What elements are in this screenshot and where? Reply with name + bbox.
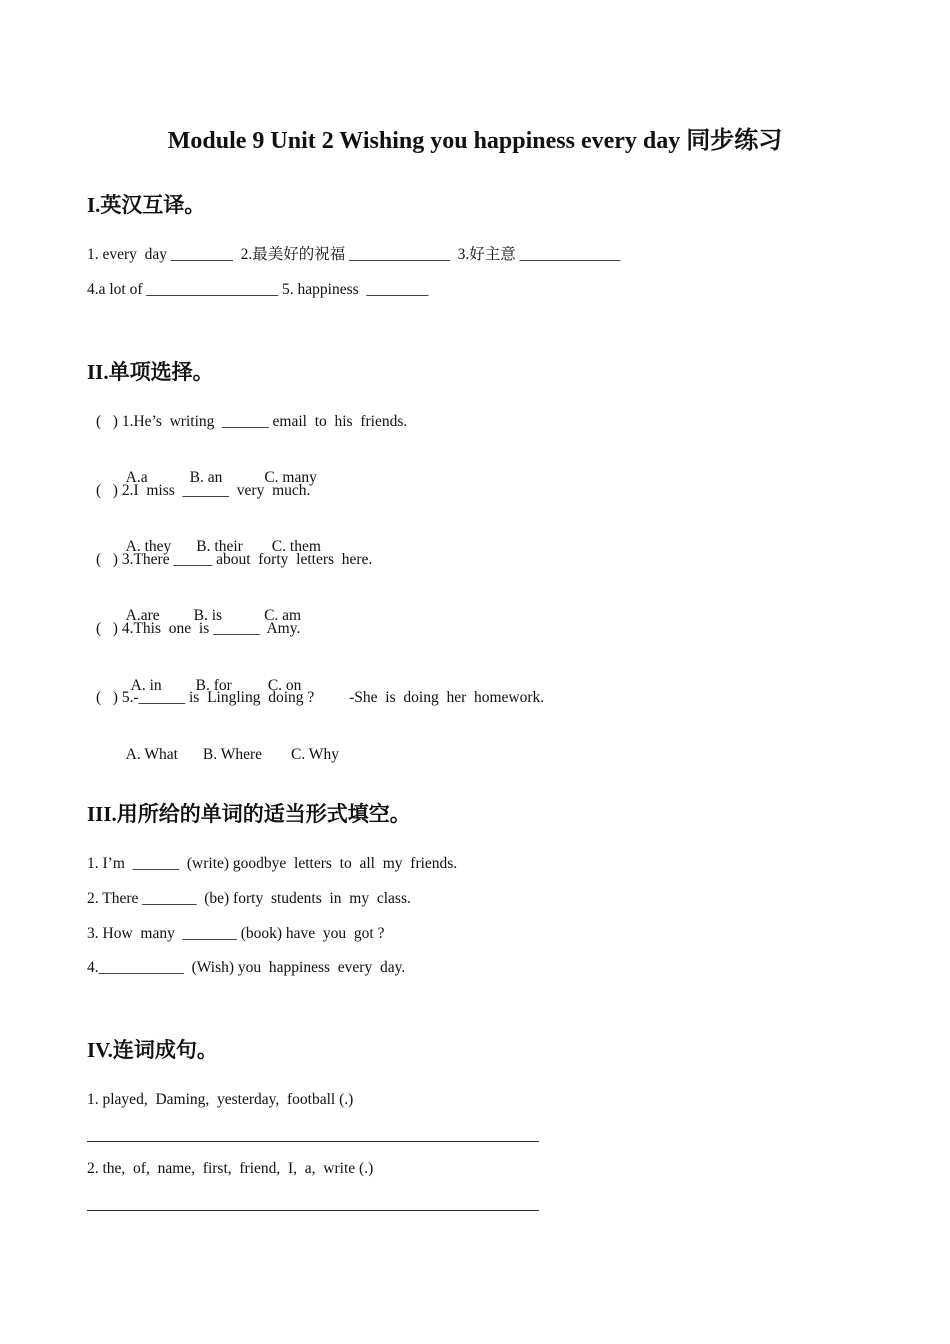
mc-question-3: ( ) 3.There _____ about forty letters here.	[96, 551, 373, 568]
option-a: A.a	[125, 469, 148, 486]
option-c: C. Why	[291, 746, 339, 763]
mc-question-5: ( ) 5.-______ is Lingling doing ? -She is doing her homework.	[96, 689, 545, 706]
option-c: C. am	[264, 607, 302, 624]
option-a: A. in	[130, 677, 162, 694]
mc-question-1: ( ) 1.He’s writing ______ email to his friends.	[96, 413, 408, 430]
section-heading-fill-in: III.用所给的单词的适当形式填空。	[87, 802, 411, 826]
translation-line-2: 4.a lot of _________________ 5. happiness ________	[87, 281, 429, 298]
fill-in-line-4: 4.___________ (Wish) you happiness every day.	[87, 959, 406, 976]
mc-question-4: ( ) 4.This one is ______ Amy.	[96, 620, 301, 637]
fill-in-line-1: 1. I’m ______ (write) goodbye letters to all my friends.	[87, 855, 458, 872]
sentence-prompt-1: 1. played, Daming, yesterday, football (.)	[87, 1091, 354, 1108]
section-heading-multiple-choice: II.单项选择。	[87, 360, 214, 384]
option-c: C. them	[271, 538, 321, 555]
fill-in-line-2: 2. There _______ (be) forty students in my class.	[87, 890, 411, 907]
fill-in-line-3: 3. How many _______ (book) have you got ?	[87, 925, 385, 942]
option-a: A.are	[125, 607, 160, 624]
option-a: A. they	[125, 538, 172, 555]
page-title: Module 9 Unit 2 Wishing you happiness every day 同步练习	[167, 128, 783, 154]
sentence-prompt-2: 2. the, of, name, first, friend, I, a, write (.)	[87, 1160, 374, 1177]
section-heading-sentence-building: IV.连词成句。	[87, 1038, 218, 1062]
section-heading-translation: I.英汉互译。	[87, 193, 206, 217]
option-c: C. many	[264, 469, 317, 486]
option-c: C. on	[267, 677, 302, 694]
translation-line-1: 1. every day ________ 2.最美好的祝福 _____________ 3.好主意 _____________	[87, 246, 621, 263]
option-b: B. their	[196, 538, 243, 555]
answer-line-1	[87, 1141, 539, 1142]
option-b: B. Where	[202, 746, 262, 763]
answer-line-2	[87, 1210, 539, 1211]
mc-question-2: ( ) 2.I miss ______ very much.	[96, 482, 311, 499]
option-b: B. an	[189, 469, 223, 486]
option-a: A. What	[125, 746, 178, 763]
mc-options-4	[116, 653, 301, 719]
mc-options-5	[111, 722, 339, 788]
option-b: B. for	[195, 677, 232, 694]
option-b: B. is	[193, 607, 223, 624]
